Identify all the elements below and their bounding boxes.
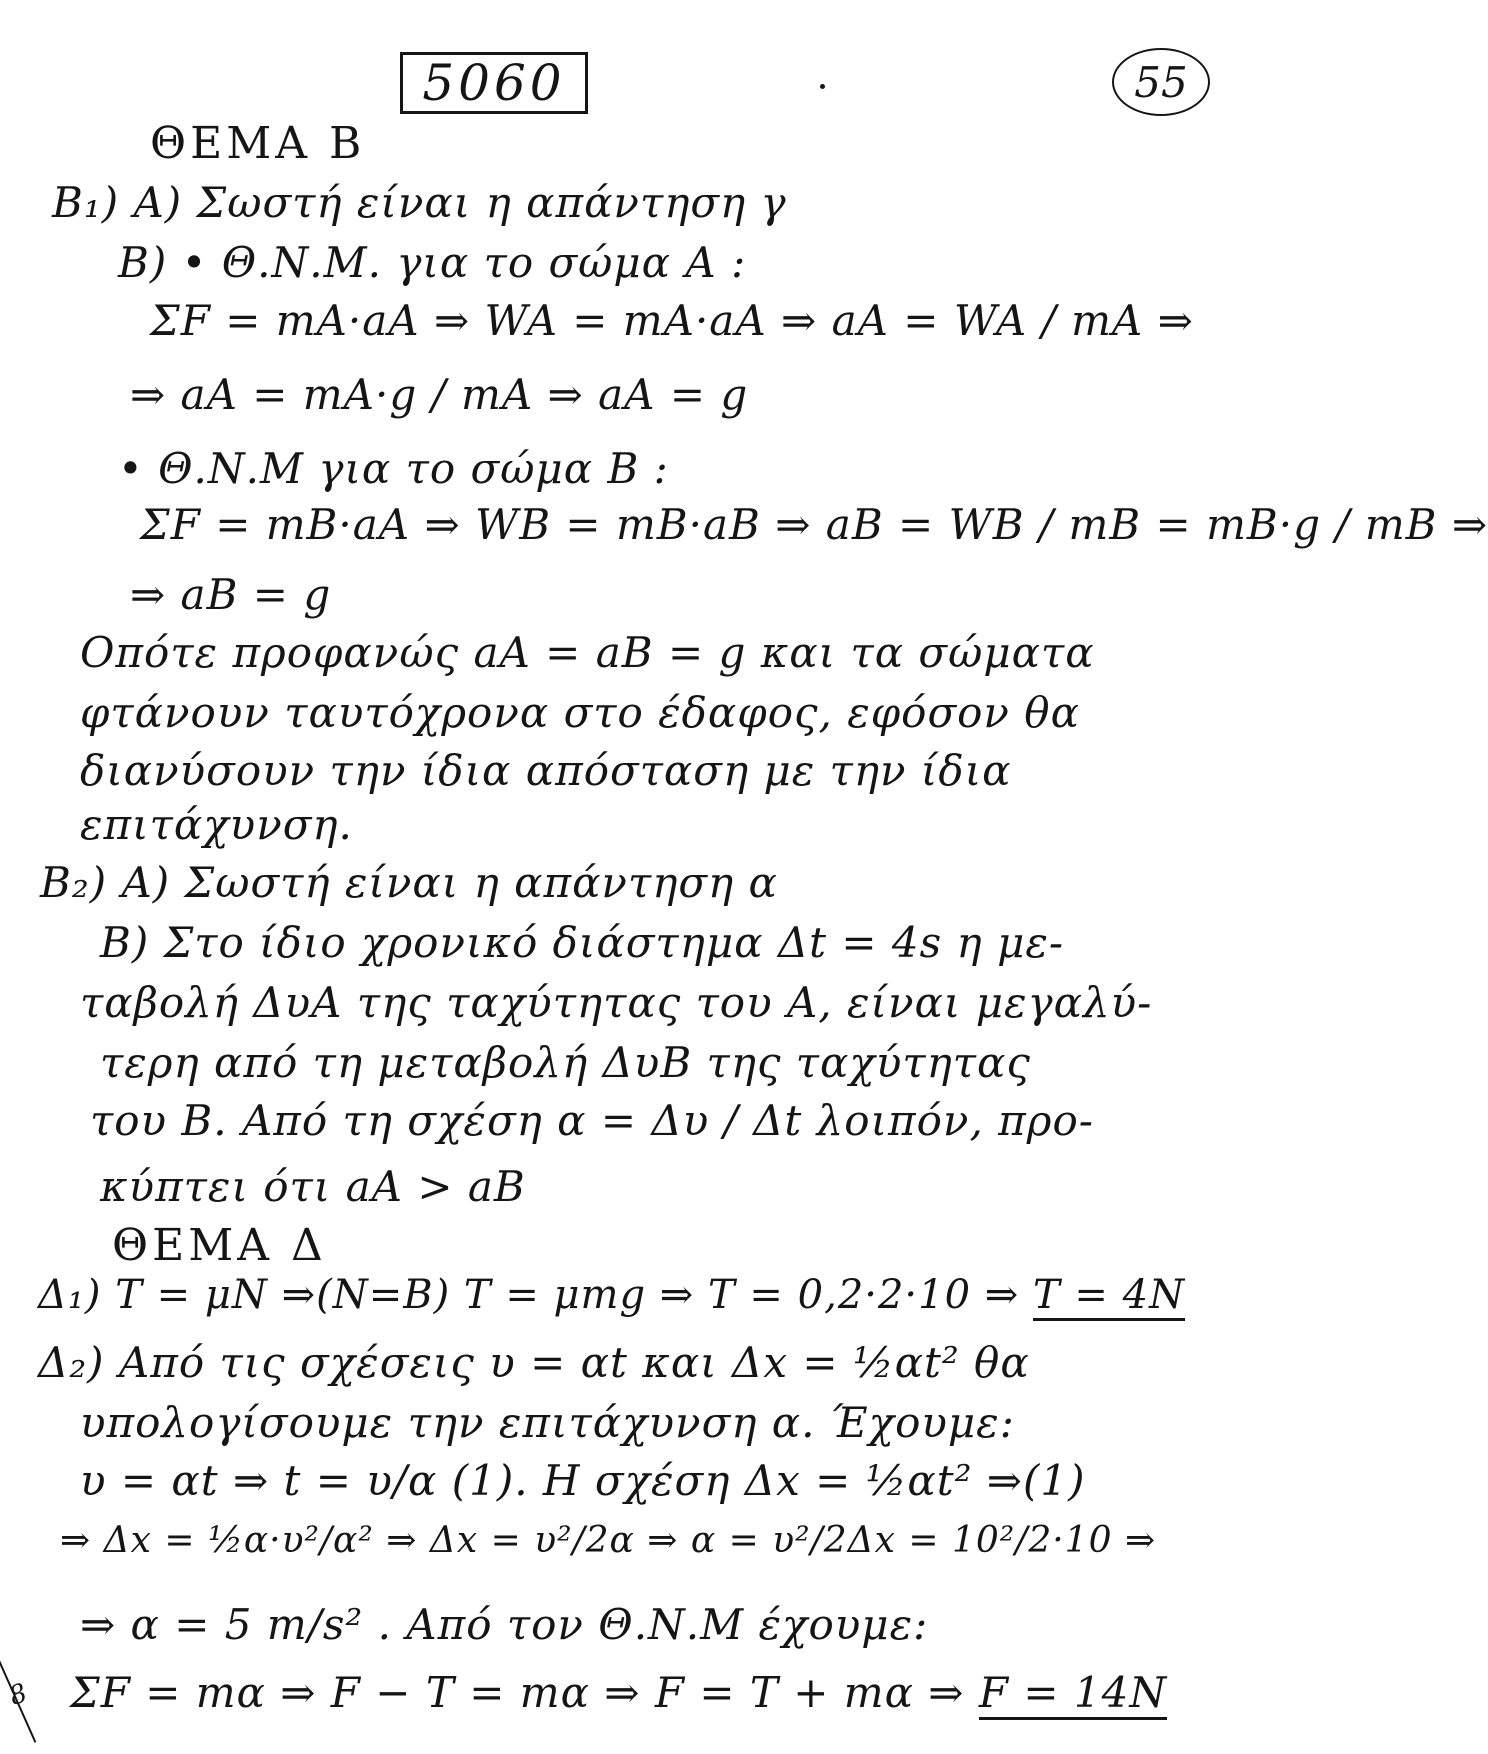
d2-line-5: ⇒ α = 5 m/s² . Από τον Θ.Ν.Μ έχουμε: xyxy=(80,1600,929,1649)
b2-explanation-2: ταβολή ΔυA της ταχύτητας του Α, είναι μεγαλύ- xyxy=(80,978,1153,1027)
b1-conclusion-2: φτάνουν ταυτόχρονα στο έδαφος, εφόσον θα xyxy=(80,688,1080,737)
d2-line-6 xyxy=(70,1668,1167,1717)
b1-equation-4: ⇒ aB = g xyxy=(130,570,332,619)
b1-body-b-intro: • Θ.Ν.Μ για το σώμα Β : xyxy=(118,444,669,493)
theme-d-heading: ΘΕΜΑ Δ xyxy=(112,1220,327,1271)
b1-equation-2: ⇒ aA = mA·g / mA ⇒ aA = g xyxy=(130,370,749,419)
b2-explanation-4: του Β. Από τη σχέση α = Δυ / Δt λοιπόν, προ- xyxy=(90,1096,1094,1145)
b1-conclusion-4: επιτάχυνση. xyxy=(80,800,353,849)
d2-result: F = 14N xyxy=(979,1668,1167,1720)
d1-result: T = 4N xyxy=(1033,1272,1185,1321)
page-number-circle: 55 xyxy=(1112,48,1210,116)
d1-equation xyxy=(38,1272,1185,1318)
ink-dot xyxy=(820,84,825,89)
d2-final-equation: ΣF = mα ⇒ F − T = mα ⇒ F = T + mα ⇒ xyxy=(70,1668,965,1717)
b1-answer-a: Β₁) Α) Σωστή είναι η απάντηση γ xyxy=(52,178,787,227)
d2-line-2: υπολογίσουμε την επιτάχυνση α. Έχουμε: xyxy=(80,1398,1015,1447)
document-id-box: 5060 xyxy=(400,52,588,114)
b1-conclusion-3: διανύσουν την ίδια απόσταση με την ίδια xyxy=(80,746,1012,795)
d2-line-1: Δ₂) Από τις σχέσεις υ = αt και Δx = ½αt² θα xyxy=(38,1338,1030,1387)
b1-equation-3: ΣF = mB·aA ⇒ WB = mB·aB ⇒ aB = WB / mB = mB·g / mB ⇒ xyxy=(140,500,1488,549)
b1-conclusion-1: Οπότε προφανώς aA = aB = g και τα σώματα xyxy=(80,628,1095,677)
d2-line-3: υ = αt ⇒ t = υ/α (1). Η σχέση Δx = ½αt² ⇒(1) xyxy=(80,1456,1086,1505)
b2-answer-a: Β₂) Α) Σωστή είναι η απάντηση α xyxy=(40,858,778,907)
margin-score: 8 xyxy=(5,1678,32,1712)
b2-explanation-5: κύπτει ότι aA > aB xyxy=(100,1162,526,1211)
b2-explanation-1: Β) Στο ίδιο χρονικό διάστημα Δt = 4s η με- xyxy=(100,918,1065,967)
b2-explanation-3: τερη από τη μεταβολή ΔυB της ταχύτητας xyxy=(100,1038,1031,1087)
b1-equation-1: ΣF = mA·aA ⇒ WA = mA·aA ⇒ aA = WA / mA ⇒ xyxy=(150,296,1194,345)
theme-b-heading: ΘΕΜΑ Β xyxy=(150,118,366,169)
d2-line-4: ⇒ Δx = ½α·υ²/α² ⇒ Δx = υ²/2α ⇒ α = υ²/2Δx = 10²/2·10 ⇒ xyxy=(60,1520,1157,1561)
b1-part-b-intro: Β) • Θ.Ν.Μ. για το σώμα Α : xyxy=(118,238,747,287)
d1-equation-text: Δ₁) T = μN ⇒(N=B) T = μmg ⇒ T = 0,2·2·10 ⇒ xyxy=(38,1272,1020,1318)
